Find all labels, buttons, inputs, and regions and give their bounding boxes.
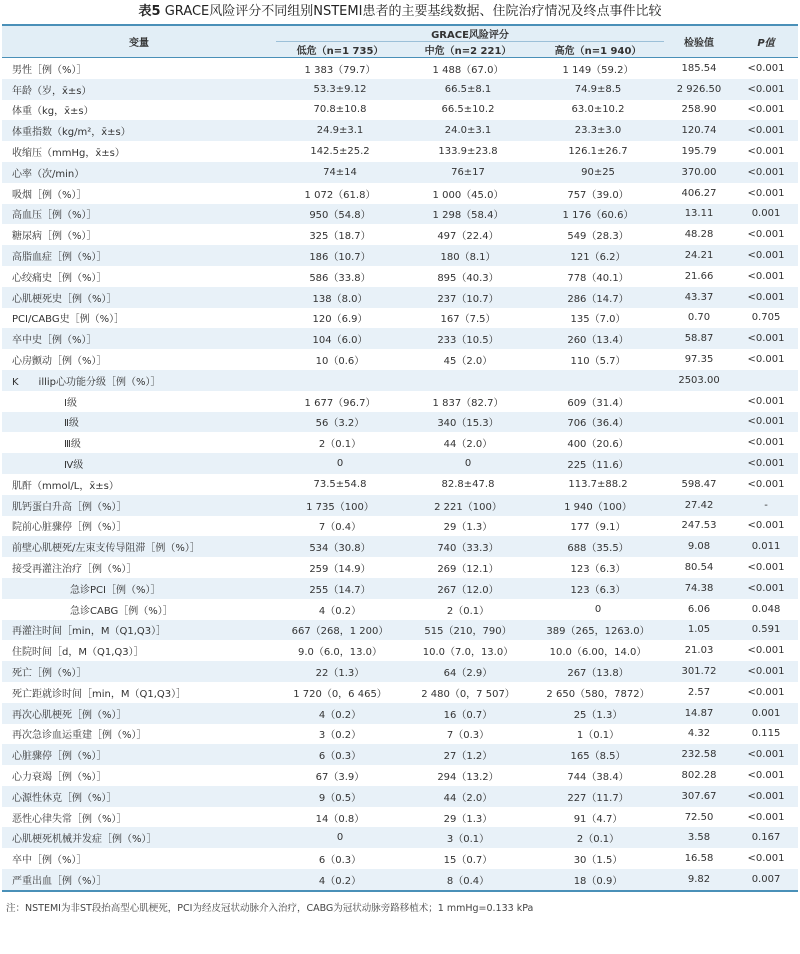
cell-low: 67（3.9） xyxy=(276,765,404,786)
cell-stat: 27.42 xyxy=(664,495,734,516)
header-low: 低危（n=1 735） xyxy=(276,42,404,58)
cell-high: 389（265，1263.0） xyxy=(532,620,664,641)
header-variable: 变量 xyxy=(2,25,276,58)
cell-high: 135（7.0） xyxy=(532,308,664,329)
cell-high: 1 940（100） xyxy=(532,495,664,516)
cell-mid: 237（10.7） xyxy=(404,287,532,308)
cell-p xyxy=(734,370,798,391)
table-row xyxy=(2,412,798,433)
cell-stat: 406.27 xyxy=(664,183,734,204)
table-row xyxy=(2,100,798,121)
cell-low: 138（8.0） xyxy=(276,287,404,308)
cell-low: 4（0.2） xyxy=(276,869,404,891)
cell-mid: 233（10.5） xyxy=(404,328,532,349)
cell-stat: 80.54 xyxy=(664,557,734,578)
cell-stat xyxy=(664,391,734,412)
cell-p: - xyxy=(734,495,798,516)
cell-mid: 7（0.3） xyxy=(404,724,532,745)
cell-low: 0 xyxy=(276,827,404,848)
row-label: 心脏骤停［例（%）］ xyxy=(2,744,276,765)
table-row xyxy=(2,245,798,266)
header-stat: 检验值 xyxy=(664,25,734,58)
table-title xyxy=(0,0,800,24)
table-row xyxy=(2,786,798,807)
cell-low: 74±14 xyxy=(276,162,404,183)
table-row xyxy=(2,141,798,162)
cell-low: 1 735（100） xyxy=(276,495,404,516)
cell-low: 950（54.8） xyxy=(276,204,404,225)
cell-stat: 72.50 xyxy=(664,807,734,828)
row-label: 再次心肌梗死［例（%）］ xyxy=(2,703,276,724)
cell-high: 18（0.9） xyxy=(532,869,664,891)
cell-high: 688（35.5） xyxy=(532,536,664,557)
row-label: 高血压［例（%）］ xyxy=(2,204,276,225)
cell-stat: 2503.00 xyxy=(664,370,734,391)
cell-high: 30（1.5） xyxy=(532,848,664,869)
cell-p: <0.001 xyxy=(734,266,798,287)
cell-low: 73.5±54.8 xyxy=(276,474,404,495)
cell-high: 744（38.4） xyxy=(532,765,664,786)
cell-low: 0 xyxy=(276,453,404,474)
row-label: 收缩压（mmHg，x̄±s） xyxy=(2,141,276,162)
cell-high: 225（11.6） xyxy=(532,453,664,474)
cell-stat xyxy=(664,412,734,433)
cell-high: 113.7±88.2 xyxy=(532,474,664,495)
cell-mid: 2 480（0，7 507） xyxy=(404,682,532,703)
cell-p: <0.001 xyxy=(734,162,798,183)
cell-p: <0.001 xyxy=(734,557,798,578)
cell-stat: 301.72 xyxy=(664,661,734,682)
cell-low: 7（0.4） xyxy=(276,516,404,537)
cell-mid: 3（0.1） xyxy=(404,827,532,848)
cell-mid: 10.0（7.0，13.0） xyxy=(404,640,532,661)
cell-p: <0.001 xyxy=(734,58,798,79)
row-label: 心源性休克［例（%）］ xyxy=(2,786,276,807)
cell-high: 549（28.3） xyxy=(532,224,664,245)
cell-low: 1 383（79.7） xyxy=(276,58,404,79)
cell-low: 24.9±3.1 xyxy=(276,120,404,141)
cell-high: 286（14.7） xyxy=(532,287,664,308)
cell-p: 0.001 xyxy=(734,703,798,724)
cell-p: <0.001 xyxy=(734,474,798,495)
cell-mid: 64（2.9） xyxy=(404,661,532,682)
cell-mid: 267（12.0） xyxy=(404,578,532,599)
cell-p: 0.048 xyxy=(734,599,798,620)
cell-stat: 120.74 xyxy=(664,120,734,141)
row-label: 体重（kg，x̄±s） xyxy=(2,100,276,121)
table-row xyxy=(2,661,798,682)
cell-p: <0.001 xyxy=(734,224,798,245)
cell-mid: 740（33.3） xyxy=(404,536,532,557)
table-row xyxy=(2,162,798,183)
cell-low: 255（14.7） xyxy=(276,578,404,599)
cell-p: <0.001 xyxy=(734,120,798,141)
cell-low: 534（30.8） xyxy=(276,536,404,557)
cell-stat: 97.35 xyxy=(664,349,734,370)
cell-stat: 43.37 xyxy=(664,287,734,308)
cell-stat: 24.21 xyxy=(664,245,734,266)
table-row xyxy=(2,120,798,141)
cell-low: 9.0（6.0，13.0） xyxy=(276,640,404,661)
cell-mid: 1 000（45.0） xyxy=(404,183,532,204)
row-label: 急诊CABG［例（%）］ xyxy=(2,599,276,620)
cell-stat: 48.28 xyxy=(664,224,734,245)
cell-mid: 66.5±8.1 xyxy=(404,79,532,100)
cell-p: <0.001 xyxy=(734,100,798,121)
table-row xyxy=(2,703,798,724)
cell-low: 4（0.2） xyxy=(276,599,404,620)
table-row xyxy=(2,224,798,245)
cell-mid: 2（0.1） xyxy=(404,599,532,620)
cell-p: <0.001 xyxy=(734,183,798,204)
cell-p: <0.001 xyxy=(734,349,798,370)
cell-high: 2（0.1） xyxy=(532,827,664,848)
cell-low: 6（0.3） xyxy=(276,744,404,765)
cell-mid: 340（15.3） xyxy=(404,412,532,433)
table-row xyxy=(2,536,798,557)
cell-mid: 497（22.4） xyxy=(404,224,532,245)
cell-mid: 24.0±3.1 xyxy=(404,120,532,141)
row-label: 前壁心肌梗死/左束支传导阻滞［例（%）］ xyxy=(2,536,276,557)
cell-p: <0.001 xyxy=(734,287,798,308)
row-label: 心肌梗死史［例（%）］ xyxy=(2,287,276,308)
cell-stat: 1.05 xyxy=(664,620,734,641)
cell-stat: 74.38 xyxy=(664,578,734,599)
cell-mid: 1 837（82.7） xyxy=(404,391,532,412)
cell-p: 0.001 xyxy=(734,204,798,225)
cell-low: 3（0.2） xyxy=(276,724,404,745)
table-row xyxy=(2,495,798,516)
table-row xyxy=(2,640,798,661)
cell-mid xyxy=(404,370,532,391)
row-label: 心房颤动［例（%）］ xyxy=(2,349,276,370)
cell-mid: 0 xyxy=(404,453,532,474)
cell-mid: 1 298（58.4） xyxy=(404,204,532,225)
cell-stat: 14.87 xyxy=(664,703,734,724)
cell-high: 1 149（59.2） xyxy=(532,58,664,79)
row-label: 体重指数（kg/m²，x̄±s） xyxy=(2,120,276,141)
table-row xyxy=(2,432,798,453)
cell-p: <0.001 xyxy=(734,848,798,869)
table-row xyxy=(2,183,798,204)
cell-low: 10（0.6） xyxy=(276,349,404,370)
row-label: 糖尿病［例（%）］ xyxy=(2,224,276,245)
cell-high: 25（1.3） xyxy=(532,703,664,724)
cell-high: 1（0.1） xyxy=(532,724,664,745)
cell-stat: 247.53 xyxy=(664,516,734,537)
cell-p: <0.001 xyxy=(734,432,798,453)
cell-high: 126.1±26.7 xyxy=(532,141,664,162)
cell-stat: 0.70 xyxy=(664,308,734,329)
row-label: K illip心功能分级［例（%）］ xyxy=(2,370,276,391)
cell-high: 400（20.6） xyxy=(532,432,664,453)
row-label: 心率（次/min） xyxy=(2,162,276,183)
table-note: 注：NSTEMI为非ST段抬高型心肌梗死，PCI为经皮冠状动脉介入治疗，CABG为冠状动脉旁路移植术；1 mmHg=0.133 kPa xyxy=(6,902,534,914)
table-row xyxy=(2,557,798,578)
cell-mid: 44（2.0） xyxy=(404,786,532,807)
table-row xyxy=(2,578,798,599)
cell-low: 325（18.7） xyxy=(276,224,404,245)
cell-high: 165（8.5） xyxy=(532,744,664,765)
data-table xyxy=(2,24,798,892)
cell-low: 14（0.8） xyxy=(276,807,404,828)
row-label: 接受再灌注治疗［例（%）］ xyxy=(2,557,276,578)
cell-mid: 82.8±47.8 xyxy=(404,474,532,495)
cell-p: 0.115 xyxy=(734,724,798,745)
cell-stat: 370.00 xyxy=(664,162,734,183)
header-mid: 中危（n=2 221） xyxy=(404,42,532,58)
cell-mid: 15（0.7） xyxy=(404,848,532,869)
row-label: 肌钙蛋白升高［例（%）］ xyxy=(2,495,276,516)
table-caption: GRACE风险评分不同组别NSTEMI患者的主要基线数据、住院治疗情况及终点事件比较 xyxy=(164,4,662,19)
cell-mid: 29（1.3） xyxy=(404,516,532,537)
table-row xyxy=(2,287,798,308)
table-row xyxy=(2,308,798,329)
cell-high: 757（39.0） xyxy=(532,183,664,204)
row-label: Ⅱ级 xyxy=(2,412,276,433)
table-row xyxy=(2,620,798,641)
cell-high: 123（6.3） xyxy=(532,557,664,578)
row-label: 住院时间［d，M（Q1,Q3）］ xyxy=(2,640,276,661)
header-p xyxy=(734,25,798,58)
cell-stat: 2 926.50 xyxy=(664,79,734,100)
cell-high: 123（6.3） xyxy=(532,578,664,599)
cell-p: <0.001 xyxy=(734,807,798,828)
row-label: Ⅰ级 xyxy=(2,391,276,412)
cell-mid: 515（210，790） xyxy=(404,620,532,641)
cell-mid: 180（8.1） xyxy=(404,245,532,266)
table-row xyxy=(2,453,798,474)
cell-high: 121（6.2） xyxy=(532,245,664,266)
cell-stat: 16.58 xyxy=(664,848,734,869)
cell-high: 706（36.4） xyxy=(532,412,664,433)
cell-p: <0.001 xyxy=(734,328,798,349)
cell-low: 104（6.0） xyxy=(276,328,404,349)
cell-p: <0.001 xyxy=(734,744,798,765)
cell-high: 91（4.7） xyxy=(532,807,664,828)
cell-high: 260（13.4） xyxy=(532,328,664,349)
cell-mid: 294（13.2） xyxy=(404,765,532,786)
cell-low: 56（3.2） xyxy=(276,412,404,433)
cell-low: 2（0.1） xyxy=(276,432,404,453)
table-row xyxy=(2,724,798,745)
cell-low xyxy=(276,370,404,391)
cell-low: 142.5±25.2 xyxy=(276,141,404,162)
cell-mid: 16（0.7） xyxy=(404,703,532,724)
cell-p: 0.011 xyxy=(734,536,798,557)
cell-mid: 76±17 xyxy=(404,162,532,183)
cell-low: 22（1.3） xyxy=(276,661,404,682)
row-label: 死亡距就诊时间［min，M（Q1,Q3）］ xyxy=(2,682,276,703)
row-label: 心绞痛史［例（%）］ xyxy=(2,266,276,287)
cell-low: 4（0.2） xyxy=(276,703,404,724)
cell-low: 9（0.5） xyxy=(276,786,404,807)
cell-high: 10.0（6.00，14.0） xyxy=(532,640,664,661)
cell-high: 2 650（580，7872） xyxy=(532,682,664,703)
cell-low: 1 677（96.7） xyxy=(276,391,404,412)
cell-p: <0.001 xyxy=(734,516,798,537)
table-row xyxy=(2,869,798,891)
cell-mid: 29（1.3） xyxy=(404,807,532,828)
cell-p: <0.001 xyxy=(734,578,798,599)
cell-p: <0.001 xyxy=(734,786,798,807)
row-label: 卒中［例（%）］ xyxy=(2,848,276,869)
table-body xyxy=(2,58,798,891)
table-row xyxy=(2,58,798,79)
cell-stat: 2.57 xyxy=(664,682,734,703)
cell-high: 90±25 xyxy=(532,162,664,183)
row-label: 再次急诊血运重建［例（%）］ xyxy=(2,724,276,745)
cell-stat: 185.54 xyxy=(664,58,734,79)
cell-low: 120（6.9） xyxy=(276,308,404,329)
row-label: 再灌注时间［min，M（Q1,Q3）］ xyxy=(2,620,276,641)
cell-stat: 598.47 xyxy=(664,474,734,495)
row-label: 院前心脏骤停［例（%）］ xyxy=(2,516,276,537)
table-row xyxy=(2,79,798,100)
table-row xyxy=(2,848,798,869)
row-label: 吸烟［例（%）］ xyxy=(2,183,276,204)
row-label: 男性［例（%）］ xyxy=(2,58,276,79)
cell-high: 267（13.8） xyxy=(532,661,664,682)
row-label: 心肌梗死机械并发症［例（%）］ xyxy=(2,827,276,848)
cell-stat: 21.66 xyxy=(664,266,734,287)
row-label: 死亡［例（%）］ xyxy=(2,661,276,682)
cell-p: <0.001 xyxy=(734,765,798,786)
table-row xyxy=(2,827,798,848)
cell-stat: 307.67 xyxy=(664,786,734,807)
header-p-text: P值 xyxy=(757,38,775,49)
cell-stat xyxy=(664,432,734,453)
table-row xyxy=(2,266,798,287)
cell-stat: 9.82 xyxy=(664,869,734,891)
cell-mid: 8（0.4） xyxy=(404,869,532,891)
cell-high: 74.9±8.5 xyxy=(532,79,664,100)
row-label: Ⅳ级 xyxy=(2,453,276,474)
cell-low: 1 720（0，6 465） xyxy=(276,682,404,703)
cell-mid: 2 221（100） xyxy=(404,495,532,516)
cell-high: 1 176（60.6） xyxy=(532,204,664,225)
cell-stat: 6.06 xyxy=(664,599,734,620)
cell-high: 778（40.1） xyxy=(532,266,664,287)
cell-mid: 167（7.5） xyxy=(404,308,532,329)
table-number: 表5 xyxy=(138,4,161,19)
cell-p: <0.001 xyxy=(734,79,798,100)
cell-p: <0.001 xyxy=(734,682,798,703)
cell-low: 186（10.7） xyxy=(276,245,404,266)
cell-stat: 232.58 xyxy=(664,744,734,765)
row-label: Ⅲ级 xyxy=(2,432,276,453)
cell-high: 63.0±10.2 xyxy=(532,100,664,121)
cell-mid: 66.5±10.2 xyxy=(404,100,532,121)
cell-p: <0.001 xyxy=(734,412,798,433)
table-row xyxy=(2,349,798,370)
row-label: PCI/CABG史［例（%）］ xyxy=(2,308,276,329)
cell-mid: 1 488（67.0） xyxy=(404,58,532,79)
row-label: 急诊PCI［例（%）］ xyxy=(2,578,276,599)
cell-p: <0.001 xyxy=(734,141,798,162)
row-label: 高脂血症［例（%）］ xyxy=(2,245,276,266)
table-row xyxy=(2,744,798,765)
table-row xyxy=(2,765,798,786)
row-label: 肌酐（mmol/L，x̄±s） xyxy=(2,474,276,495)
cell-stat: 195.79 xyxy=(664,141,734,162)
header-grace: GRACE风险评分 xyxy=(276,25,664,42)
cell-mid: 45（2.0） xyxy=(404,349,532,370)
row-label: 卒中史［例（%）］ xyxy=(2,328,276,349)
cell-mid: 27（1.2） xyxy=(404,744,532,765)
table-row xyxy=(2,328,798,349)
table-row xyxy=(2,474,798,495)
cell-stat: 21.03 xyxy=(664,640,734,661)
cell-stat: 3.58 xyxy=(664,827,734,848)
row-label: 恶性心律失常［例（%）］ xyxy=(2,807,276,828)
table-row xyxy=(2,807,798,828)
cell-p: <0.001 xyxy=(734,661,798,682)
cell-high: 23.3±3.0 xyxy=(532,120,664,141)
cell-high: 110（5.7） xyxy=(532,349,664,370)
cell-mid: 269（12.1） xyxy=(404,557,532,578)
cell-p: 0.007 xyxy=(734,869,798,891)
table-row xyxy=(2,682,798,703)
cell-low: 1 072（61.8） xyxy=(276,183,404,204)
cell-low: 6（0.3） xyxy=(276,848,404,869)
table-row xyxy=(2,516,798,537)
table-row xyxy=(2,204,798,225)
cell-stat: 13.11 xyxy=(664,204,734,225)
cell-high: 227（11.7） xyxy=(532,786,664,807)
cell-high: 0 xyxy=(532,599,664,620)
cell-low: 667（268，1 200） xyxy=(276,620,404,641)
cell-stat: 4.32 xyxy=(664,724,734,745)
cell-stat: 9.08 xyxy=(664,536,734,557)
cell-low: 70.8±10.8 xyxy=(276,100,404,121)
table-row xyxy=(2,391,798,412)
cell-p: <0.001 xyxy=(734,245,798,266)
row-label: 心力衰竭［例（%）］ xyxy=(2,765,276,786)
table-header xyxy=(2,25,798,58)
table-row xyxy=(2,599,798,620)
cell-low: 53.3±9.12 xyxy=(276,79,404,100)
table-row xyxy=(2,370,798,391)
cell-low: 259（14.9） xyxy=(276,557,404,578)
cell-p: 0.705 xyxy=(734,308,798,329)
cell-stat: 58.87 xyxy=(664,328,734,349)
cell-high: 177（9.1） xyxy=(532,516,664,537)
row-label: 严重出血［例（%）］ xyxy=(2,869,276,891)
cell-mid: 895（40.3） xyxy=(404,266,532,287)
cell-high: 609（31.4） xyxy=(532,391,664,412)
cell-p: <0.001 xyxy=(734,453,798,474)
cell-low: 586（33.8） xyxy=(276,266,404,287)
cell-high xyxy=(532,370,664,391)
cell-stat xyxy=(664,453,734,474)
header-high: 高危（n=1 940） xyxy=(532,42,664,58)
cell-p: 0.591 xyxy=(734,620,798,641)
cell-stat: 802.28 xyxy=(664,765,734,786)
cell-p: 0.167 xyxy=(734,827,798,848)
row-label: 年龄（岁，x̄±s） xyxy=(2,79,276,100)
cell-mid: 44（2.0） xyxy=(404,432,532,453)
cell-stat: 258.90 xyxy=(664,100,734,121)
cell-p: <0.001 xyxy=(734,640,798,661)
cell-mid: 133.9±23.8 xyxy=(404,141,532,162)
cell-p: <0.001 xyxy=(734,391,798,412)
